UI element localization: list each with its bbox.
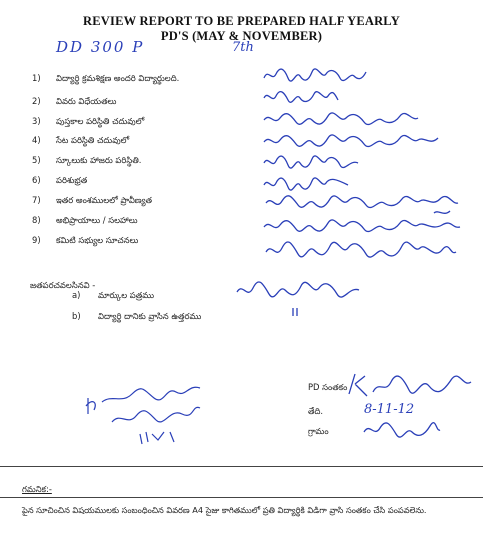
divider-bottom [0,497,483,498]
handwritten-answer-6 [262,175,352,189]
item-number: 7) [32,195,41,205]
notes-body: పైన సూచించిన విషయములకు సంబంధించిన వివరణ A4 సైజు కాగితములో ప్రతి విద్యార్థికి విడిగా వ్రాసి సంతకం చేసి పంపవలెను. [22,505,427,515]
handwritten-answer-4 [262,132,442,146]
pd-signature-label: PD సంతకం [308,382,348,392]
handwritten-answer-7 [262,193,462,207]
attachments-heading: జతపరచవలసినవి - [30,280,96,290]
handwritten-answer-2 [262,88,342,102]
item-number: 6) [32,175,41,185]
village-label: గ్రామం [308,426,329,436]
item-label: కమిటి సభ్యుల సూచనలు [56,235,139,245]
attachment-label: మార్కుల పత్రము [98,290,155,300]
handwritten-date: 8-11-12 [364,402,415,417]
handwritten-pd-signature [345,372,475,406]
attachment-b [72,311,201,324]
item-label: వివరు విధేయతలు [56,96,117,106]
item-4 [32,135,129,148]
item-label: ఇతర అంశములలో ప్రావీణ్యత [56,195,153,205]
item-number: 2) [32,96,41,106]
item-number: 9) [32,235,41,245]
item-label: విద్యార్థి క్రమశిక్షణ అందరి విద్యార్థులది. [56,73,180,83]
item-number: 5) [32,155,41,165]
attachment-label: విద్యార్థి దానికు వ్రాసిన ఉత్తరము [98,311,202,321]
handwritten-code: DD 300 P [56,38,145,56]
item-label: అభిప్రాయాలు / సలహాలు [56,215,138,225]
item-number: 4) [32,135,41,145]
item-9 [32,235,138,248]
report-subtitle: PD'S (MAY & NOVEMBER) [160,29,323,43]
item-label: స్కూలుకు హాజరు పరిస్థితి. [56,155,142,165]
item-number: 1) [32,73,41,83]
item-8 [32,215,138,228]
attachment-number: a) [72,290,81,300]
item-1 [32,73,179,86]
item-2 [32,96,116,109]
handwritten-attachments-answer [233,278,363,322]
item-label: పరిశుభ్రత [56,175,88,185]
item-number: 8) [32,215,41,225]
item-label: సేట పరిస్థితి చదువులో [56,135,130,145]
report-title: REVIEW REPORT TO BE PREPARED HALF YEARLY [83,14,400,28]
attachment-number: b) [72,311,81,321]
handwritten-answer-9 [262,238,458,252]
item-7 [32,195,152,208]
attachment-a [72,290,154,303]
item-6 [32,175,87,188]
item-5 [32,155,141,168]
date-label: తేది. [308,406,324,416]
handwritten-answer-5 [262,153,362,167]
item-3 [32,116,144,129]
item-number: 3) [32,116,41,126]
handwritten-answer-1 [262,66,372,80]
handwritten-village [362,420,442,446]
handwritten-answer-8 [262,217,462,231]
notes-heading: గమనిక:- [22,484,52,494]
handwritten-count: 7th [232,40,254,55]
item-label: పుస్తకాల పరిస్థితి చదువులో [56,116,145,126]
handwritten-signature-left [82,368,222,448]
handwritten-answer-3 [262,110,422,124]
divider-top [0,466,483,467]
